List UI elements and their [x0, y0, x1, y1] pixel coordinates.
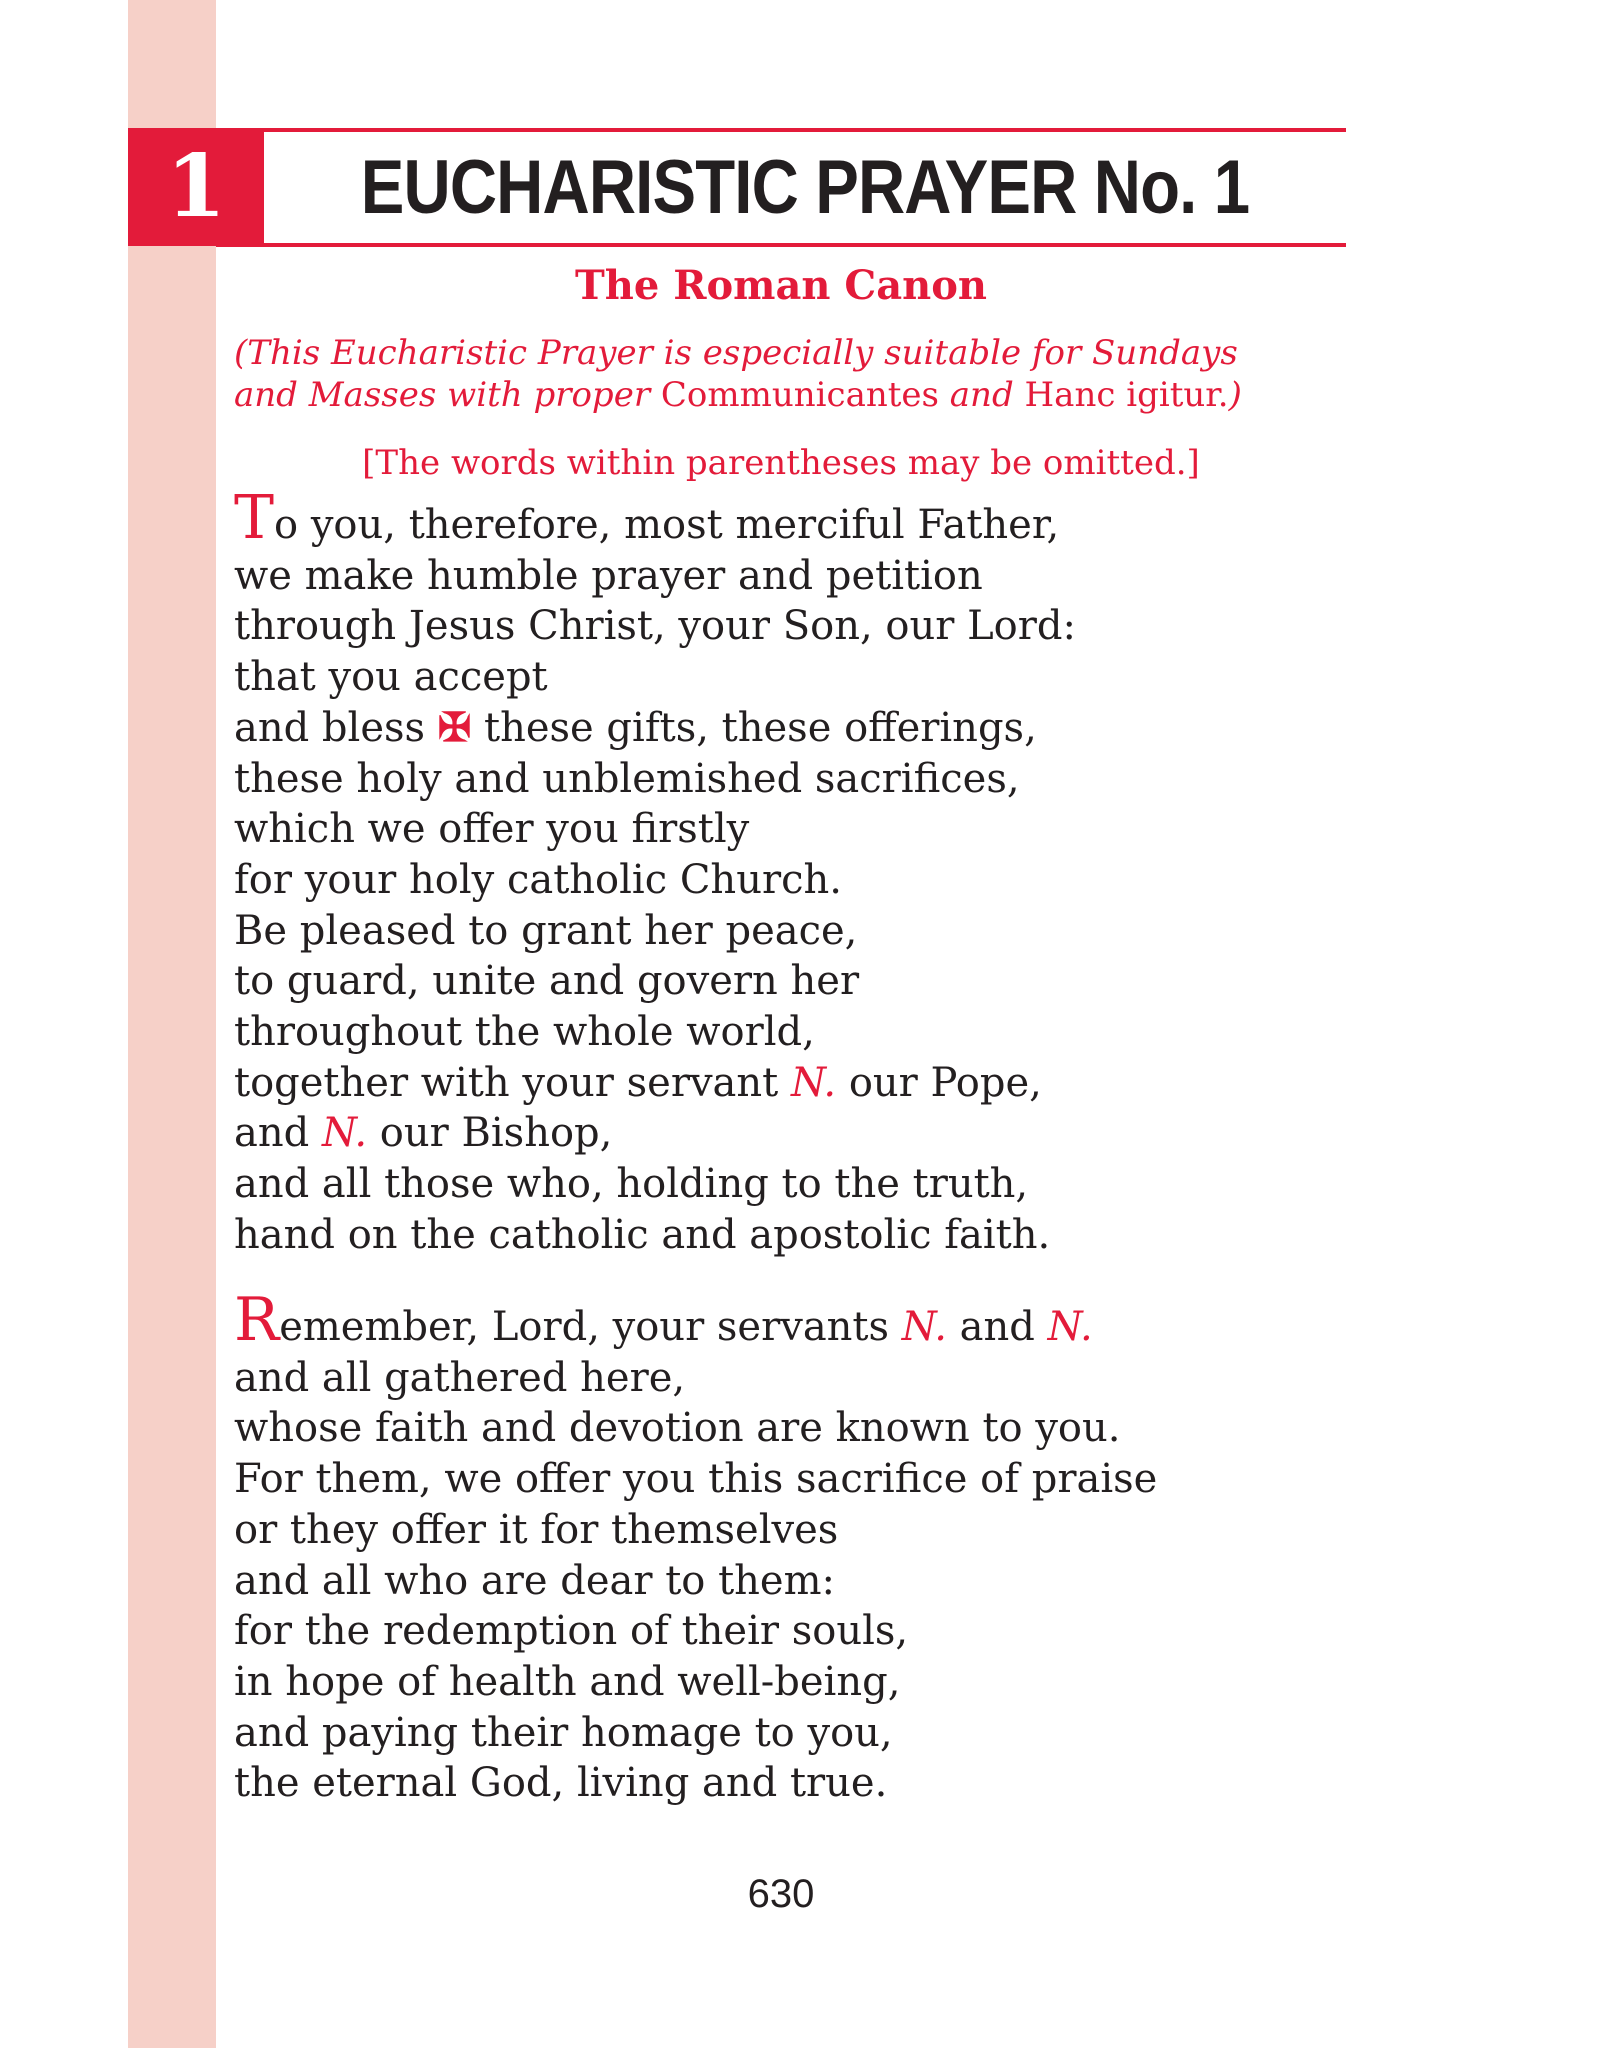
prayer-paragraph-2	[234, 1285, 1374, 1809]
prayer-text: o you, therefore, most merciful Father,	[274, 502, 1060, 548]
prayer-line: in hope of health and well-being,	[234, 1658, 901, 1705]
title-top-rule	[216, 128, 1346, 132]
prayer-text: and	[946, 1304, 1048, 1350]
prayer-line: for your holy catholic Church.	[234, 856, 842, 903]
prayer-line: which we offer you firstly	[234, 806, 750, 853]
prayer-line: whose faith and devotion are known to you.	[234, 1405, 1121, 1452]
name-marker: N.	[321, 1110, 368, 1157]
prayer-text: our Pope,	[836, 1059, 1042, 1106]
chapter-number-badge: 1	[128, 128, 264, 246]
prayer-line	[234, 703, 1374, 754]
cross-icon: ✠	[437, 703, 472, 751]
prayer-line: hand on the catholic and apostolic faith.	[234, 1211, 1051, 1258]
parentheses-note: [The words within parentheses may be omitted.]	[362, 443, 1200, 483]
prayer-line: that you accept	[234, 654, 548, 701]
rubric-close: )	[1228, 375, 1242, 415]
prayer-text: and bless	[234, 704, 438, 751]
prayer-text: these gifts, these offerings,	[471, 704, 1037, 751]
prayer-line: these holy and unblemished sacrifices,	[234, 755, 1020, 802]
page-number: 630	[747, 1872, 815, 1916]
prayer-text: our Bishop,	[367, 1110, 613, 1157]
prayer-line: and all gathered here,	[234, 1354, 686, 1401]
page-title: EUCHARISTIC PRAYER No. 1	[360, 145, 1250, 230]
prayer-line: and all who are dear to them:	[234, 1557, 835, 1604]
prayer-text: and	[234, 1110, 322, 1157]
drop-cap: T	[234, 483, 275, 553]
title-bottom-rule	[216, 243, 1346, 247]
prayer-text: together with your servant	[234, 1059, 791, 1106]
rubric-instruction	[234, 332, 1384, 416]
prayer-line: through Jesus Christ, your Son, our Lord:	[234, 603, 1076, 650]
prayer-line: or they offer it for themselves	[234, 1506, 839, 1553]
prayer-line: we make humble prayer and petition	[234, 552, 983, 599]
rubric-term-communicantes: Communicantes	[660, 375, 939, 415]
prayer-line: For them, we offer you this sacrifice of praise	[234, 1456, 1158, 1503]
drop-cap: R	[234, 1285, 280, 1355]
rubric-line-1: (This Eucharistic Prayer is especially suitable for Sundays	[234, 333, 1238, 373]
prayer-line: to guard, unite and govern her	[234, 958, 860, 1005]
name-marker: N.	[790, 1059, 837, 1106]
prayer-line: throughout the whole world,	[234, 1009, 815, 1056]
prayer-line: Be pleased to grant her peace,	[234, 907, 858, 954]
prayer-line	[234, 1285, 1374, 1355]
rubric-term-hanc-igitur: Hanc igitur.	[1024, 375, 1229, 415]
prayer-line	[234, 1108, 1374, 1159]
prayer-line: for the redemption of their souls,	[234, 1608, 909, 1655]
rubric-and: and	[938, 375, 1025, 415]
page-subtitle: The Roman Canon	[575, 262, 987, 309]
prayer-line	[234, 483, 1374, 553]
prayer-line: and all those who, holding to the truth,	[234, 1161, 1029, 1208]
prayer-paragraph-1	[234, 483, 1374, 1261]
name-marker: N.	[901, 1304, 947, 1350]
prayer-text: emember, Lord, your servants	[279, 1304, 902, 1350]
prayer-line	[234, 1058, 1374, 1109]
prayer-line: and paying their homage to you,	[234, 1709, 893, 1756]
prayer-line: the eternal God, living and true.	[234, 1760, 888, 1807]
rubric-line-2: and Masses with proper	[234, 375, 661, 415]
name-marker: N.	[1047, 1304, 1093, 1350]
side-band	[128, 0, 216, 2048]
